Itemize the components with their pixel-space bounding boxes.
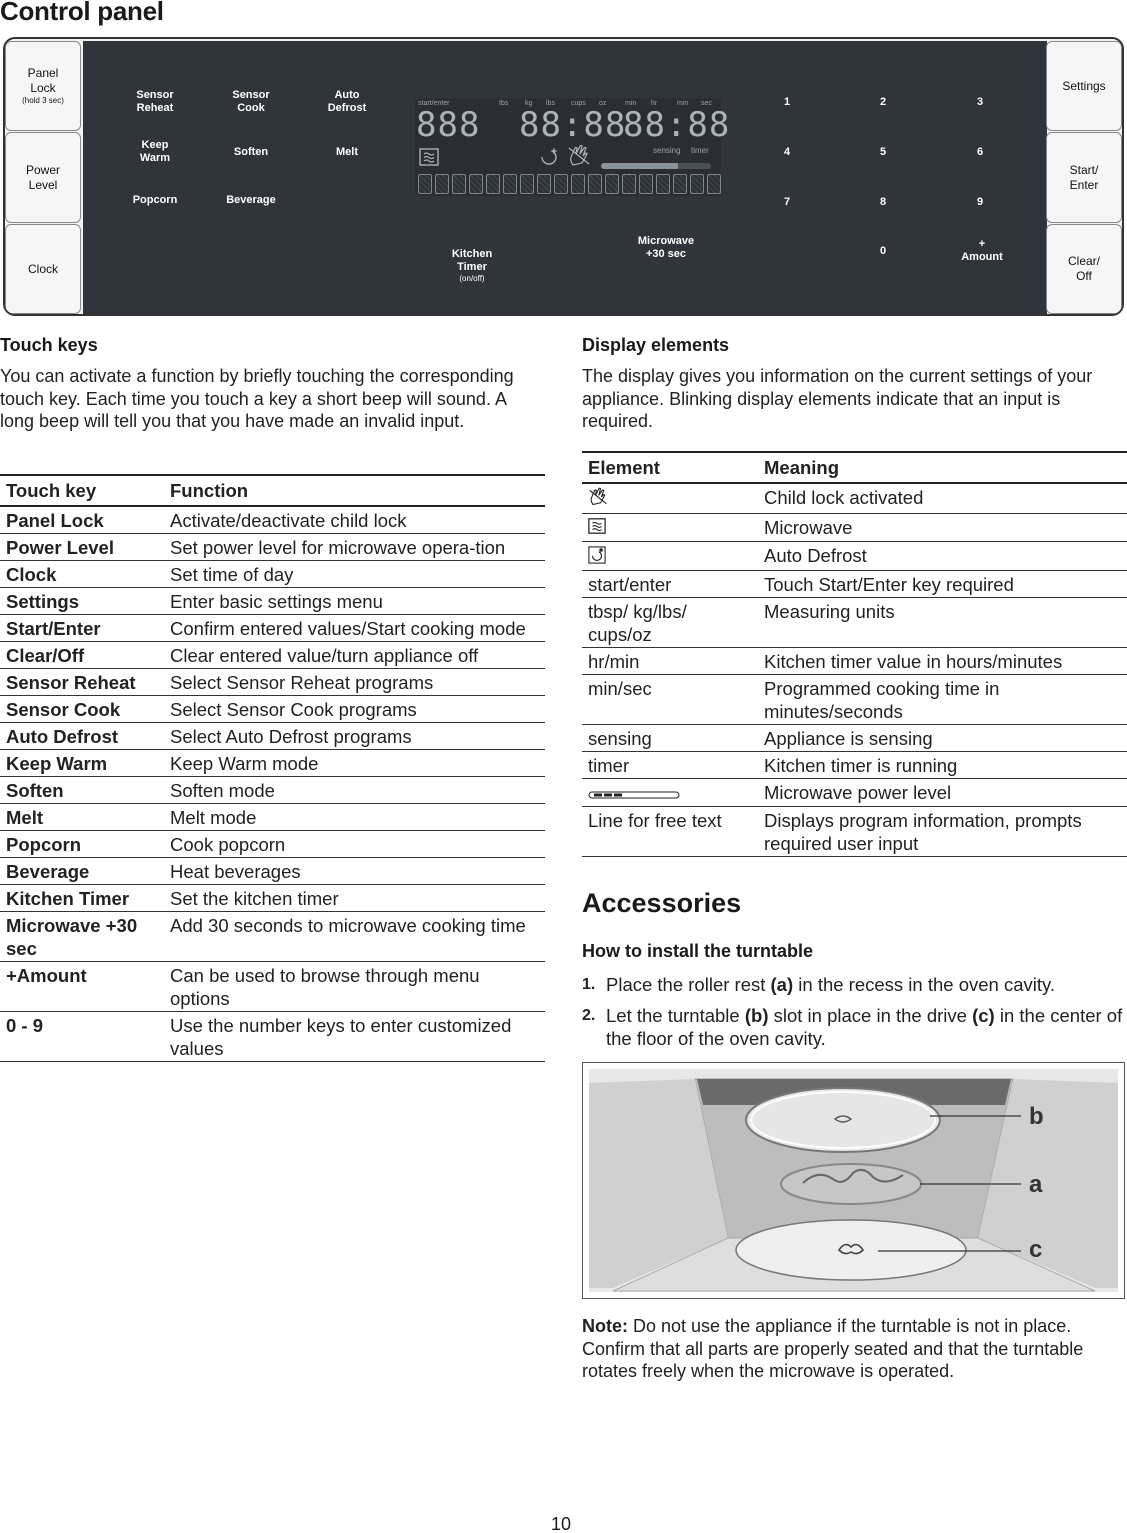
- table-row: [0, 962, 545, 1012]
- key-label: Clear/: [1067, 254, 1100, 268]
- keep-warm-key[interactable]: Keep Warm: [139, 139, 171, 164]
- power-level-key[interactable]: [5, 132, 81, 223]
- display-elements-table-body: [582, 483, 1127, 857]
- lcd-digits-left: 888: [416, 105, 481, 145]
- microwave-30-sec-key[interactable]: Microwave +30 sec: [637, 235, 695, 260]
- touch-key-name: Soften: [6, 780, 64, 801]
- key-note: (on/off): [459, 274, 485, 283]
- column-header: Function: [170, 480, 249, 501]
- lcd-digits-mid: 88:88: [519, 105, 627, 145]
- lcd-unit: sec: [701, 100, 712, 107]
- touch-key-function: Clear entered value/turn appliance off: [170, 645, 479, 666]
- touch-key-function: Confirm entered values/Start cooking mode: [170, 618, 526, 639]
- display-element: sensing: [588, 727, 652, 749]
- display-element: [582, 778, 758, 807]
- page-number: 10: [551, 1514, 572, 1533]
- lcd-char: [673, 174, 687, 194]
- table-header-row: [0, 475, 545, 506]
- step-text: slot in place in the drive: [768, 1005, 973, 1026]
- display-element-meaning: Displays program information, prompts required user input: [764, 810, 1082, 855]
- lcd-unit: hr: [651, 100, 658, 107]
- table-row: [582, 570, 1127, 597]
- table-row: [0, 696, 545, 723]
- turntable-illustration: [583, 1063, 1124, 1298]
- kitchen-timer-key[interactable]: [452, 235, 492, 297]
- touch-key-function: Select Sensor Reheat programs: [170, 672, 434, 693]
- lcd-unit: kg: [525, 100, 533, 107]
- table-row: [0, 588, 545, 615]
- key-area: [83, 41, 1047, 316]
- panel-lock-key[interactable]: [5, 41, 81, 131]
- display-elements-heading: Display elements: [582, 335, 730, 355]
- auto-defrost-icon: [539, 147, 559, 170]
- table-row: [0, 885, 545, 912]
- display-element-meaning: Touch Start/Enter key required: [764, 573, 1014, 595]
- lcd-sensing: sensing: [653, 146, 681, 155]
- page-title: Control panel: [0, 0, 164, 26]
- table-row: [582, 807, 1127, 857]
- touch-key-name: Beverage: [6, 861, 90, 882]
- step-part-ref: (a): [770, 974, 794, 995]
- touch-key-name: Microwave +30 sec: [6, 915, 138, 959]
- lcd-digits-right: 88:88: [623, 105, 731, 145]
- power-level-bar: [601, 163, 711, 169]
- number-key-2[interactable]: 2: [879, 96, 887, 108]
- lcd-char: [452, 174, 466, 194]
- touch-key-function: Cook popcorn: [170, 834, 286, 855]
- key-label: Level: [28, 177, 58, 192]
- step-part-ref: (c): [972, 1005, 995, 1026]
- table-row: [0, 831, 545, 858]
- lcd-char: [435, 174, 449, 194]
- touch-key-name: Popcorn: [6, 834, 82, 855]
- note-text: Do not use the appliance if the turntable is not in place. Confirm that all parts are properly seated and that the turntable rotates freely when the microwave is operated.: [582, 1316, 1084, 1381]
- column-header: Meaning: [764, 457, 840, 478]
- table-row: [0, 506, 545, 534]
- display-elements-table: [582, 451, 1127, 857]
- display-element: [582, 542, 758, 571]
- key-label: Start/: [1069, 162, 1099, 177]
- touch-keys-intro: You can activate a function by briefly touching the corresponding touch key. Each time you touch a key a short beep will sound. A long beep will tell you that you have made an invalid input.: [0, 366, 514, 431]
- key-label: Settings: [1062, 78, 1106, 93]
- touch-key-name: Start/Enter: [6, 618, 101, 639]
- table-row: [582, 513, 1127, 542]
- table-row: [0, 642, 545, 669]
- touch-key-name: +Amount: [6, 965, 87, 986]
- lcd-char: [656, 174, 670, 194]
- table-row: [0, 561, 545, 588]
- label-a: a: [1029, 1171, 1043, 1198]
- display-element: [582, 513, 758, 542]
- key-label: Panel: [27, 66, 59, 80]
- step-text: Place the roller rest: [606, 974, 771, 995]
- key-label: Off: [1076, 269, 1092, 283]
- step-text: Let the turntable: [606, 1005, 745, 1026]
- clock-key[interactable]: [5, 224, 81, 314]
- display-element-meaning: Programmed cooking time in minutes/seconds: [764, 677, 1000, 722]
- display-element: start/enter: [588, 573, 672, 595]
- table-row: [0, 1012, 545, 1062]
- sensor-reheat-key[interactable]: Sensor Reheat: [136, 89, 174, 114]
- display-element-meaning: Kitchen timer value in hours/minutes: [764, 650, 1063, 672]
- lcd-char: [486, 174, 500, 194]
- number-key-7[interactable]: 7: [783, 196, 791, 208]
- label-b: b: [1029, 1103, 1044, 1130]
- column-header: Touch key: [6, 480, 97, 501]
- install-turntable-heading: How to install the turntable: [582, 941, 814, 961]
- lcd-char: [639, 174, 653, 194]
- display-element: tbsp/ kg/lbs/ cups/oz: [588, 600, 687, 645]
- display-element: min/sec: [588, 677, 652, 699]
- touch-key-function: Select Auto Defrost programs: [170, 726, 412, 747]
- display-element-meaning: Measuring units: [764, 600, 895, 622]
- note: [582, 1315, 1122, 1383]
- table-row: [582, 724, 1127, 751]
- display-element: hr/min: [588, 650, 640, 672]
- note-label: Note:: [582, 1316, 628, 1336]
- touch-key-name: Clear/Off: [6, 645, 85, 666]
- number-key-9[interactable]: 9: [976, 196, 984, 208]
- settings-key[interactable]: [1046, 41, 1122, 131]
- key-label: Enter: [1069, 177, 1099, 192]
- table-row: [0, 615, 545, 642]
- table-row: [0, 804, 545, 831]
- table-row: [0, 777, 545, 804]
- touch-key-function: Can be used to browse through menu options: [170, 965, 480, 1009]
- lcd-char: [622, 174, 636, 194]
- number-key-4[interactable]: 4: [783, 146, 791, 158]
- display-element-meaning: Auto Defrost: [764, 545, 867, 567]
- accessories-heading: Accessories: [582, 888, 742, 918]
- touch-key-function: Add 30 seconds to microwave cooking time: [170, 915, 526, 936]
- display-element: [582, 483, 758, 513]
- key-label: Clock: [27, 261, 58, 276]
- number-key-1[interactable]: 1: [783, 96, 791, 108]
- control-panel-illustration: [3, 37, 1124, 316]
- lcd-char: [605, 174, 619, 194]
- step-number: 1.: [582, 976, 596, 993]
- lcd-char: [571, 174, 585, 194]
- power-bar-icon: [588, 782, 680, 805]
- touch-key-name: Kitchen Timer: [6, 888, 130, 909]
- lcd-char: [418, 174, 432, 194]
- touch-key-function: Heat beverages: [170, 861, 301, 882]
- lcd-char: [690, 174, 704, 194]
- display-element: Line for free text: [588, 810, 722, 832]
- table-row: [582, 483, 1127, 513]
- lcd-unit: min: [625, 100, 637, 107]
- lcd-char: [588, 174, 602, 194]
- display-element-meaning: Appliance is sensing: [764, 727, 933, 749]
- table-row: [0, 534, 545, 561]
- touch-key-name: Settings: [6, 591, 79, 612]
- touch-key-function: Soften mode: [170, 780, 275, 801]
- lcd-char: [503, 174, 517, 194]
- lcd-char: [554, 174, 568, 194]
- label-c: c: [1029, 1236, 1043, 1263]
- display-element-meaning: Child lock activated: [764, 487, 924, 508]
- microwave-icon: [419, 148, 439, 169]
- lcd-unit: oz: [599, 100, 607, 107]
- touch-key-name: Sensor Cook: [6, 699, 121, 720]
- lcd-char: [537, 174, 551, 194]
- table-row: [0, 669, 545, 696]
- touch-key-name: Power Level: [6, 537, 114, 558]
- step-text: in the recess in the oven cavity.: [793, 974, 1056, 995]
- touch-key-function: Set the kitchen timer: [170, 888, 339, 909]
- lcd-timer: timer: [691, 146, 709, 155]
- touch-key-name: Clock: [6, 564, 57, 585]
- touch-key-function: Melt mode: [170, 807, 257, 828]
- touch-key-function: Set power level for microwave opera-tion: [170, 537, 506, 558]
- lcd-char: [707, 174, 721, 194]
- lcd-unit: cups: [571, 100, 586, 107]
- soften-key[interactable]: Soften: [233, 146, 269, 158]
- table-row: [582, 751, 1127, 778]
- display-element-meaning: Microwave: [764, 516, 853, 538]
- display-element-meaning: Kitchen timer is running: [764, 754, 958, 776]
- touch-key-function: Activate/deactivate child lock: [170, 510, 407, 531]
- install-step: [582, 973, 1127, 996]
- touch-keys-heading: Touch keys: [0, 335, 98, 355]
- child-lock-icon: [567, 145, 591, 170]
- touch-key-function: Use the number keys to enter customized values: [170, 1015, 512, 1059]
- key-label: Lock: [30, 81, 56, 95]
- table-row: [0, 750, 545, 777]
- table-row: [582, 674, 1127, 724]
- lcd-start-enter: start/enter: [418, 100, 450, 107]
- clear-off-key[interactable]: [1046, 224, 1122, 314]
- step-part-ref: (b): [744, 1005, 769, 1026]
- number-key-0[interactable]: 0: [879, 245, 887, 257]
- touch-key-function: Select Sensor Cook programs: [170, 699, 417, 720]
- lcd-unit: min: [677, 100, 689, 107]
- table-row: [0, 723, 545, 750]
- sensor-cook-key[interactable]: Sensor Cook: [232, 89, 270, 114]
- table-header-row: [582, 452, 1127, 483]
- touch-key-name: Auto Defrost: [6, 726, 119, 747]
- table-row: [582, 647, 1127, 674]
- touch-key-name: Panel Lock: [6, 510, 104, 531]
- step-number: 2.: [582, 1007, 596, 1024]
- number-key-6[interactable]: 6: [976, 146, 984, 158]
- step-text: in the center of the floor of the oven cavity.: [606, 1005, 1123, 1049]
- touch-key-function: Set time of day: [170, 564, 294, 585]
- lcd-unit: tbs: [499, 100, 509, 107]
- column-header: Element: [588, 457, 660, 478]
- lcd-char: [469, 174, 483, 194]
- lcd-display: [415, 98, 731, 196]
- lcd-text-line: [418, 174, 721, 194]
- start-enter-key[interactable]: [1046, 132, 1122, 223]
- install-step: [582, 1004, 1127, 1050]
- touch-keys-table-body: [0, 506, 545, 1062]
- melt-key[interactable]: Melt: [336, 146, 358, 158]
- popcorn-key[interactable]: Popcorn: [132, 194, 178, 206]
- display-element: timer: [588, 754, 630, 776]
- key-note: (hold 3 sec): [22, 96, 64, 105]
- lcd-unit: lbs: [546, 100, 555, 107]
- auto-defrost-icon: [588, 546, 606, 569]
- table-row: [0, 912, 545, 962]
- table-row: [0, 858, 545, 885]
- number-key-8[interactable]: 8: [879, 196, 887, 208]
- amount-key[interactable]: + Amount: [961, 238, 1003, 263]
- touch-keys-table: [0, 474, 545, 1062]
- touch-key-function: Enter basic settings menu: [170, 591, 383, 612]
- display-elements-intro: The display gives you information on the current settings of your appliance. Blinking display elements indicate that an input is required.: [582, 366, 1093, 431]
- touch-key-name: Melt: [6, 807, 43, 828]
- auto-defrost-key[interactable]: Auto Defrost: [327, 89, 367, 114]
- microwave-icon: [588, 517, 606, 540]
- install-steps: [582, 973, 1127, 1058]
- key-label: Kitchen Timer: [451, 248, 493, 273]
- touch-key-name: Keep Warm: [6, 753, 108, 774]
- number-key-3[interactable]: 3: [976, 96, 984, 108]
- display-element-meaning: Microwave power level: [764, 781, 952, 803]
- table-row: [582, 542, 1127, 571]
- key-label: Power: [25, 162, 60, 177]
- child-lock-icon: [588, 487, 608, 512]
- turntable-figure: [582, 1062, 1125, 1299]
- touch-key-name: 0 - 9: [6, 1015, 44, 1036]
- lcd-char: [520, 174, 534, 194]
- beverage-key[interactable]: Beverage: [226, 194, 276, 206]
- touch-key-function: Keep Warm mode: [170, 753, 319, 774]
- table-row: [582, 597, 1127, 647]
- touch-key-name: Sensor Reheat: [6, 672, 136, 693]
- table-row: [582, 778, 1127, 807]
- number-key-5[interactable]: 5: [879, 146, 887, 158]
